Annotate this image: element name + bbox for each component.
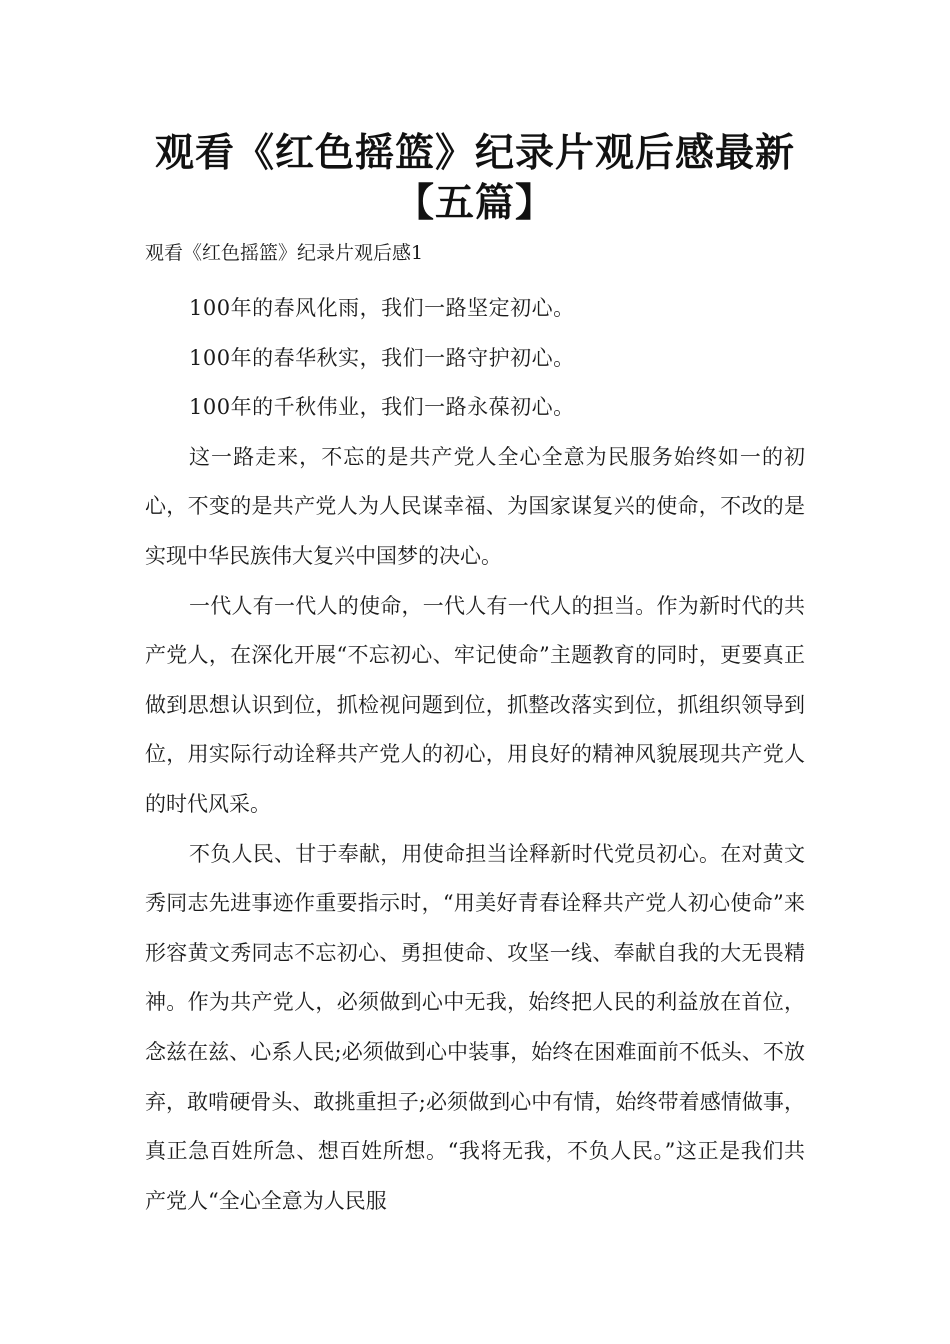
paragraph: 这一路走来，不忘的是共产党人全心全意为民服务始终如一的初心，不变的是共产党人为人民谋幸福、为国家谋复兴的使命，不改的是实现中华民族伟大复兴中国梦的决心。 <box>145 444 805 568</box>
section-heading: 观看《红色摇篮》纪录片观后感1 <box>145 242 424 264</box>
paragraph: 不负人民、甘于奉献，用使命担当诠释新时代党员初心。在对黄文秀同志先进事迹作重要指示时，“用美好青春诠释共产党人初心使命”来形容黄文秀同志不忘初心、勇担使命、攻坚一线、奉献自我的大无畏精神。作为共产党人，必须做到心中无我，始终把人民的利益放在首位，念兹在兹、心系人民;必须做到心中装事，始终在困难面前不低头、不放弃，敢啃硬骨头、敢挑重担子;必须做到心中有情，始终带着感情做事，真正急百姓所急、想百姓所想。“我将无我，不负人民。”这正是我们共产党人“全心全意为人民服 <box>145 841 805 1213</box>
document-title-line-1: 观看《红色摇篮》纪录片观后感最新 <box>154 131 795 176</box>
paragraph: 100年的春风化雨，我们一路坚定初心。 <box>189 296 575 320</box>
paragraph: 100年的春华秋实，我们一路守护初心。 <box>189 345 575 370</box>
paragraph: 一代人有一代人的使命，一代人有一代人的担当。作为新时代的共产党人，在深化开展“不忘初心、牢记使命”主题教育的同时，更要真正做到思想认识到位，抓检视问题到位，抓整改落实到位，抓组织领导到位，用实际行动诠释共产党人的初心，用良好的精神风貌展现共产党人的时代风采。 <box>145 593 805 816</box>
paragraph: 100年的千秋伟业，我们一路永葆初心。 <box>189 395 575 420</box>
document-body <box>145 284 805 1226</box>
document-title-line-2: 【五篇】 <box>394 181 555 226</box>
